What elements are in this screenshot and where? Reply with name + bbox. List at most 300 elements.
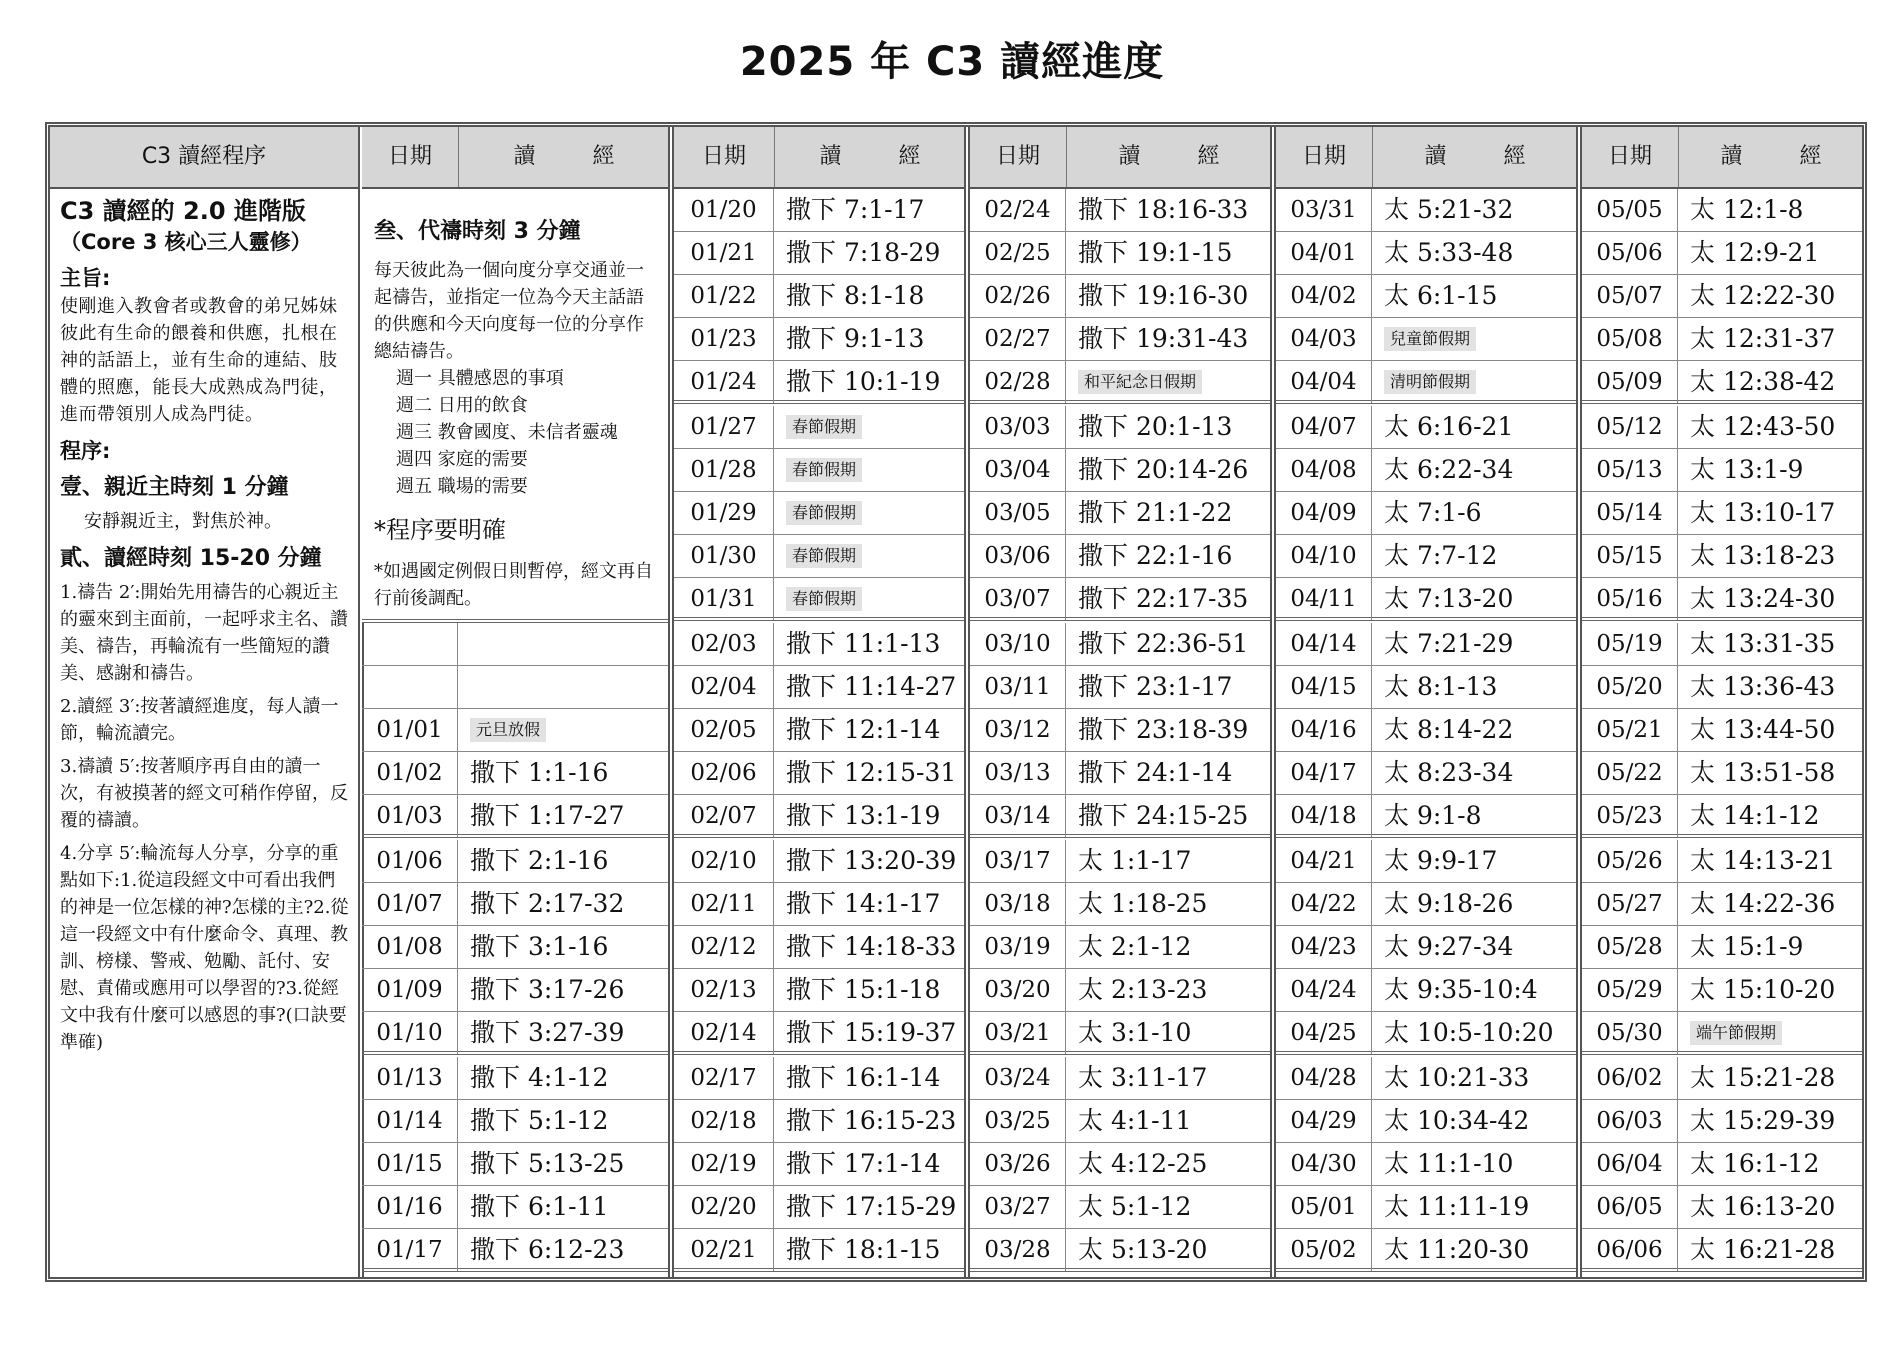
schedule-row <box>1582 969 1862 1012</box>
schedule-row <box>970 1143 1270 1186</box>
row-date: 01/23 <box>674 318 774 360</box>
schedule-row <box>1276 969 1576 1012</box>
header-reading: 讀 經 <box>774 127 965 187</box>
row-date: 02/07 <box>674 795 774 837</box>
schedule-row <box>970 406 1270 449</box>
schedule-row <box>970 969 1270 1012</box>
row-date: 05/14 <box>1582 492 1678 534</box>
row-date: 04/24 <box>1276 969 1372 1011</box>
column-header <box>674 127 964 189</box>
row-date: 04/04 <box>1276 361 1372 403</box>
step1-title: 壹、親近主時刻 1 分鐘 <box>60 475 289 500</box>
row-reading: 太 1:18-25 <box>1078 889 1208 918</box>
row-reading: 太 3:1-10 <box>1078 1018 1192 1047</box>
row-date: 05/02 <box>1276 1229 1372 1271</box>
schedule-row <box>674 752 964 795</box>
row-reading: 太 16:21-28 <box>1690 1235 1836 1264</box>
row-date: 03/05 <box>970 492 1066 534</box>
row-reading: 撒下 20:1-13 <box>1078 412 1233 441</box>
row-reading: 撒下 24:1-14 <box>1078 758 1233 787</box>
row-date: 04/11 <box>1276 578 1372 620</box>
row-reading <box>458 623 668 665</box>
row-date: 02/21 <box>674 1229 774 1271</box>
row-date: 05/06 <box>1582 232 1678 274</box>
schedule-row <box>1276 361 1576 404</box>
row-reading: 撒下 12:15-31 <box>786 758 957 787</box>
schedule-row <box>674 623 964 666</box>
row-date: 03/20 <box>970 969 1066 1011</box>
row-date: 04/09 <box>1276 492 1372 534</box>
row-reading: 撒下 11:14-27 <box>786 672 957 701</box>
row-reading: 太 12:22-30 <box>1690 281 1836 310</box>
row-date: 01/03 <box>362 795 458 837</box>
schedule-row <box>970 275 1270 318</box>
schedule-row <box>1582 1143 1862 1186</box>
schedule-row <box>1276 666 1576 709</box>
step2-item-3: 3.禱讀 5′:按著順序再自由的讀一次，有被摸著的經文可稍作停留，反覆的禱讀。 <box>60 756 348 831</box>
row-reading: 太 13:18-23 <box>1690 541 1836 570</box>
header-date: 日期 <box>701 144 746 169</box>
header-reading: 讀 經 <box>458 127 669 187</box>
holiday-label: 春節假期 <box>786 458 862 482</box>
row-reading: 撒下 22:1-16 <box>1078 541 1233 570</box>
holiday-label: 清明節假期 <box>1384 370 1476 394</box>
row-date: 01/17 <box>362 1229 458 1271</box>
row-date: 05/27 <box>1582 883 1678 925</box>
schedule-column-2 <box>674 127 964 1277</box>
row-reading: 太 9:9-17 <box>1384 846 1498 875</box>
schedule-row <box>1582 1012 1862 1055</box>
row-date: 02/19 <box>674 1143 774 1185</box>
column-header <box>1582 127 1862 189</box>
schedule-row <box>362 1100 668 1143</box>
row-date: 02/28 <box>970 361 1066 403</box>
row-date: 06/02 <box>1582 1057 1678 1099</box>
row-date: 04/25 <box>1276 1012 1372 1054</box>
row-reading <box>1678 1012 1862 1054</box>
header-reading: 讀 經 <box>1066 127 1271 187</box>
schedule-row <box>674 535 964 578</box>
row-reading: 太 8:1-13 <box>1384 672 1498 701</box>
row-reading: 太 13:51-58 <box>1690 758 1836 787</box>
row-date: 02/05 <box>674 709 774 751</box>
schedule-row <box>1582 492 1862 535</box>
row-reading: 太 5:33-48 <box>1384 238 1514 267</box>
row-reading: 太 12:31-37 <box>1690 324 1836 353</box>
header-reading: 讀 經 <box>1372 127 1577 187</box>
row-date: 02/12 <box>674 926 774 968</box>
schedule-row <box>1582 275 1862 318</box>
holiday-label: 和平紀念日假期 <box>1078 370 1202 394</box>
row-reading: 撒下 5:1-12 <box>470 1106 609 1135</box>
row-reading: 太 7:13-20 <box>1384 584 1514 613</box>
row-reading: 太 9:1-8 <box>1384 801 1482 830</box>
weekday-item: 週四 家庭的需要 <box>396 449 528 470</box>
schedule-row <box>1582 361 1862 404</box>
schedule-row <box>674 275 964 318</box>
row-reading: 太 15:29-39 <box>1690 1106 1836 1135</box>
row-date: 03/24 <box>970 1057 1066 1099</box>
schedule-row <box>1276 1057 1576 1100</box>
schedule-row <box>1582 709 1862 752</box>
row-date: 02/11 <box>674 883 774 925</box>
row-date: 05/22 <box>1582 752 1678 794</box>
row-date: 05/07 <box>1582 275 1678 317</box>
holiday-label: 端午節假期 <box>1690 1021 1782 1045</box>
row-date: 06/05 <box>1582 1186 1678 1228</box>
schedule-row <box>362 969 668 1012</box>
schedule-row <box>674 795 964 838</box>
row-date: 03/26 <box>970 1143 1066 1185</box>
row-reading: 太 1:1-17 <box>1078 846 1192 875</box>
row-date: 01/24 <box>674 361 774 403</box>
header-date: 日期 <box>1301 144 1346 169</box>
row-date: 03/18 <box>970 883 1066 925</box>
schedule-row <box>970 492 1270 535</box>
row-reading: 撒下 2:17-32 <box>470 889 625 918</box>
schedule-row <box>1582 883 1862 926</box>
procedure-label: 程序: <box>60 439 111 463</box>
row-reading: 撒下 23:1-17 <box>1078 672 1233 701</box>
row-reading: 太 4:1-11 <box>1078 1106 1192 1135</box>
row-reading: 太 9:27-34 <box>1384 932 1514 961</box>
schedule-row <box>1582 752 1862 795</box>
schedule-row <box>362 752 668 795</box>
row-reading: 太 16:13-20 <box>1690 1192 1836 1221</box>
row-date: 03/31 <box>1276 189 1372 231</box>
row-reading: 太 4:12-25 <box>1078 1149 1208 1178</box>
row-date: 04/29 <box>1276 1100 1372 1142</box>
schedule-row <box>1582 318 1862 361</box>
schedule-row <box>362 1143 668 1186</box>
row-date: 05/16 <box>1582 578 1678 620</box>
row-date: 01/28 <box>674 449 774 491</box>
row-date: 03/13 <box>970 752 1066 794</box>
row-date: 01/30 <box>674 535 774 577</box>
schedule-row <box>1276 1012 1576 1055</box>
row-reading: 撒下 3:17-26 <box>470 975 625 1004</box>
row-reading: 撒下 18:1-15 <box>786 1235 941 1264</box>
row-date: 01/13 <box>362 1057 458 1099</box>
row-reading: 撒下 13:1-19 <box>786 801 941 830</box>
row-date: 01/15 <box>362 1143 458 1185</box>
schedule-row <box>970 623 1270 666</box>
row-reading: 撒下 7:18-29 <box>786 238 941 267</box>
row-date: 02/10 <box>674 840 774 882</box>
schedule-row <box>1276 752 1576 795</box>
row-reading: 太 12:9-21 <box>1690 238 1820 267</box>
row-date: 05/13 <box>1582 449 1678 491</box>
schedule-row <box>1582 406 1862 449</box>
program-header-label: C3 讀經程序 <box>141 144 267 169</box>
row-reading: 撒下 22:17-35 <box>1078 584 1249 613</box>
schedule-row <box>1276 926 1576 969</box>
schedule-row <box>674 406 964 449</box>
row-reading: 太 13:36-43 <box>1690 672 1836 701</box>
row-reading <box>1372 361 1576 403</box>
row-reading: 太 16:1-12 <box>1690 1149 1820 1178</box>
schedule-row <box>1276 449 1576 492</box>
row-reading <box>458 666 668 708</box>
row-reading: 太 2:1-12 <box>1078 932 1192 961</box>
schedule-row <box>1582 1186 1862 1229</box>
row-date: 03/12 <box>970 709 1066 751</box>
row-date: 01/20 <box>674 189 774 231</box>
schedule-row <box>362 666 668 709</box>
schedule-row <box>1582 535 1862 578</box>
row-date: 04/15 <box>1276 666 1372 708</box>
row-reading <box>1372 318 1576 360</box>
schedule-row <box>362 926 668 969</box>
step2-item-4: 4.分享 5′:輪流每人分享，分享的重點如下:1.從這段經文中可看出我們的神是一位怎樣的神?怎樣的主?2.從這一段經文中有什麼命令、真理、教訓、榜樣、警戒、勉勵、託付、安慰、責備或應用可以學習的?3.從經文中我有什麼可以感恩的事?(口訣要準確) <box>60 843 349 1053</box>
row-reading: 撒下 5:13-25 <box>470 1149 625 1178</box>
schedule-column-5 <box>1582 127 1862 1277</box>
schedule-row <box>362 1057 668 1100</box>
schedule-row <box>1276 275 1576 318</box>
schedule-row <box>970 232 1270 275</box>
row-reading <box>1066 361 1270 403</box>
row-date: 04/22 <box>1276 883 1372 925</box>
row-date: 02/26 <box>970 275 1066 317</box>
schedule-row <box>362 623 668 666</box>
schedule-row <box>1276 318 1576 361</box>
row-date: 01/22 <box>674 275 774 317</box>
row-date: 01/02 <box>362 752 458 794</box>
row-date: 03/06 <box>970 535 1066 577</box>
row-reading: 撒下 22:36-51 <box>1078 629 1249 658</box>
row-date: 01/07 <box>362 883 458 925</box>
schedule-column-1 <box>362 127 668 1277</box>
row-reading: 太 12:43-50 <box>1690 412 1836 441</box>
row-reading <box>774 535 964 577</box>
row-date: 05/20 <box>1582 666 1678 708</box>
row-reading: 太 13:31-35 <box>1690 629 1836 658</box>
row-date: 03/14 <box>970 795 1066 837</box>
holiday-label: 春節假期 <box>786 415 862 439</box>
row-reading: 太 14:13-21 <box>1690 846 1836 875</box>
note-title: *程序要明確 <box>374 516 506 544</box>
row-reading: 太 10:21-33 <box>1384 1063 1530 1092</box>
row-date: 01/09 <box>362 969 458 1011</box>
schedule-row <box>674 189 964 232</box>
schedule-row <box>1276 1229 1576 1272</box>
row-date: 04/18 <box>1276 795 1372 837</box>
row-date: 01/29 <box>674 492 774 534</box>
row-date: 02/25 <box>970 232 1066 274</box>
holiday-label: 兒童節假期 <box>1384 327 1476 351</box>
step3-text: 每天彼此為一個向度分享交通並一起禱告，並指定一位為今天主話語的供應和今天向度每一位的分享作總結禱告。 <box>374 260 644 362</box>
schedule-row <box>1276 406 1576 449</box>
schedule-row <box>362 1229 668 1272</box>
row-reading: 撒下 2:1-16 <box>470 846 609 875</box>
row-date: 02/24 <box>970 189 1066 231</box>
row-reading: 太 7:21-29 <box>1384 629 1514 658</box>
row-date <box>362 623 458 665</box>
row-reading: 太 8:23-34 <box>1384 758 1514 787</box>
header-date: 日期 <box>1607 144 1652 169</box>
schedule-row <box>970 1100 1270 1143</box>
row-date: 03/03 <box>970 406 1066 448</box>
schedule-row <box>1276 535 1576 578</box>
schedule-row <box>1276 623 1576 666</box>
weekday-item: 週二 日用的飲食 <box>396 395 528 416</box>
row-reading: 太 15:21-28 <box>1690 1063 1836 1092</box>
row-date: 03/25 <box>970 1100 1066 1142</box>
note-text: *如遇國定例假日則暫停，經文再自行前後調配。 <box>374 561 653 609</box>
row-date: 03/21 <box>970 1012 1066 1054</box>
column-header <box>1276 127 1576 189</box>
row-date: 01/14 <box>362 1100 458 1142</box>
row-date: 01/06 <box>362 840 458 882</box>
row-reading: 撒下 17:15-29 <box>786 1192 957 1221</box>
schedule-table <box>45 122 1867 1282</box>
row-date: 05/26 <box>1582 840 1678 882</box>
schedule-row <box>1276 1100 1576 1143</box>
row-reading: 太 9:35-10:4 <box>1384 975 1538 1004</box>
schedule-row <box>970 752 1270 795</box>
row-date: 04/03 <box>1276 318 1372 360</box>
row-date: 03/07 <box>970 578 1066 620</box>
schedule-row <box>674 361 964 404</box>
holiday-label: 元旦放假 <box>470 718 546 742</box>
row-reading: 太 12:1-8 <box>1690 195 1804 224</box>
schedule-row <box>970 1229 1270 1272</box>
schedule-row <box>970 578 1270 621</box>
schedule-row <box>1276 840 1576 883</box>
schedule-row <box>970 795 1270 838</box>
weekday-item: 週一 具體感恩的事項 <box>396 368 564 389</box>
schedule-row <box>970 318 1270 361</box>
row-date: 04/30 <box>1276 1143 1372 1185</box>
row-reading: 撒下 14:18-33 <box>786 932 957 961</box>
schedule-row <box>1276 578 1576 621</box>
row-reading: 太 5:21-32 <box>1384 195 1514 224</box>
schedule-column-3 <box>970 127 1270 1277</box>
row-date: 04/01 <box>1276 232 1372 274</box>
row-date: 06/03 <box>1582 1100 1678 1142</box>
row-reading: 撒下 1:1-16 <box>470 758 609 787</box>
schedule-row <box>362 709 668 752</box>
row-date: 01/21 <box>674 232 774 274</box>
schedule-row <box>1582 795 1862 838</box>
schedule-row <box>674 1012 964 1055</box>
row-date: 04/07 <box>1276 406 1372 448</box>
row-reading: 撒下 4:1-12 <box>470 1063 609 1092</box>
program-body <box>60 195 350 1056</box>
row-reading: 撒下 23:18-39 <box>1078 715 1249 744</box>
row-date: 03/04 <box>970 449 1066 491</box>
row-reading: 撒下 12:1-14 <box>786 715 941 744</box>
row-reading <box>774 492 964 534</box>
column-header <box>970 127 1270 189</box>
schedule-row <box>674 578 964 621</box>
row-reading: 撒下 18:16-33 <box>1078 195 1249 224</box>
schedule-row <box>970 189 1270 232</box>
row-date: 05/28 <box>1582 926 1678 968</box>
schedule-row <box>674 449 964 492</box>
row-reading: 撒下 17:1-14 <box>786 1149 941 1178</box>
schedule-row <box>362 840 668 883</box>
row-reading <box>774 449 964 491</box>
row-date: 05/23 <box>1582 795 1678 837</box>
row-reading: 撒下 14:1-17 <box>786 889 941 918</box>
row-reading: 太 7:1-6 <box>1384 498 1482 527</box>
row-reading: 太 11:1-10 <box>1384 1149 1514 1178</box>
row-date <box>362 666 458 708</box>
schedule-row <box>970 883 1270 926</box>
schedule-row <box>1582 1229 1862 1272</box>
row-reading: 撒下 10:1-19 <box>786 367 941 396</box>
schedule-row <box>1582 1100 1862 1143</box>
row-date: 03/17 <box>970 840 1066 882</box>
schedule-row <box>674 1100 964 1143</box>
row-date: 02/17 <box>674 1057 774 1099</box>
schedule-row <box>1582 840 1862 883</box>
row-reading: 撒下 3:1-16 <box>470 932 609 961</box>
row-reading: 太 11:11-19 <box>1384 1192 1530 1221</box>
holiday-label: 春節假期 <box>786 544 862 568</box>
row-reading: 撒下 3:27-39 <box>470 1018 625 1047</box>
row-reading: 撒下 15:19-37 <box>786 1018 957 1047</box>
row-reading: 撒下 7:1-17 <box>786 195 925 224</box>
schedule-row <box>970 1186 1270 1229</box>
schedule-row <box>1582 666 1862 709</box>
row-date: 05/21 <box>1582 709 1678 751</box>
purpose-label: 主旨: <box>60 266 111 290</box>
row-reading: 太 7:7-12 <box>1384 541 1498 570</box>
schedule-row <box>1276 795 1576 838</box>
header-reading: 讀 經 <box>1678 127 1863 187</box>
row-reading: 太 13:1-9 <box>1690 455 1804 484</box>
program-heading: C3 讀經的 2.0 進階版 <box>60 197 306 225</box>
row-date: 01/01 <box>362 709 458 751</box>
row-date: 06/06 <box>1582 1229 1678 1271</box>
program-continued <box>362 189 668 623</box>
schedule-row <box>970 535 1270 578</box>
row-reading: 太 9:18-26 <box>1384 889 1514 918</box>
row-date: 03/11 <box>970 666 1066 708</box>
row-reading: 太 14:1-12 <box>1690 801 1820 830</box>
schedule-row <box>1276 189 1576 232</box>
row-reading: 太 2:13-23 <box>1078 975 1208 1004</box>
row-date: 05/19 <box>1582 623 1678 665</box>
row-date: 02/03 <box>674 623 774 665</box>
row-reading: 撒下 1:17-27 <box>470 801 625 830</box>
row-date: 05/30 <box>1582 1012 1678 1054</box>
row-date: 04/02 <box>1276 275 1372 317</box>
row-date: 01/31 <box>674 578 774 620</box>
row-reading: 太 6:22-34 <box>1384 455 1514 484</box>
row-date: 05/01 <box>1276 1186 1372 1228</box>
holiday-label: 春節假期 <box>786 587 862 611</box>
schedule-row <box>1582 1057 1862 1100</box>
row-date: 05/29 <box>1582 969 1678 1011</box>
row-date: 01/10 <box>362 1012 458 1054</box>
schedule-row <box>970 1012 1270 1055</box>
schedule-row <box>1276 709 1576 752</box>
schedule-row <box>1582 926 1862 969</box>
row-reading: 撒下 19:31-43 <box>1078 324 1249 353</box>
schedule-row <box>362 795 668 838</box>
row-date: 02/14 <box>674 1012 774 1054</box>
schedule-row <box>674 492 964 535</box>
row-reading: 太 11:20-30 <box>1384 1235 1530 1264</box>
schedule-row <box>1276 232 1576 275</box>
schedule-row <box>674 969 964 1012</box>
program-subheading: （Core 3 核心三人靈修） <box>60 230 312 254</box>
schedule-row <box>1276 1186 1576 1229</box>
row-reading: 撒下 16:1-14 <box>786 1063 941 1092</box>
